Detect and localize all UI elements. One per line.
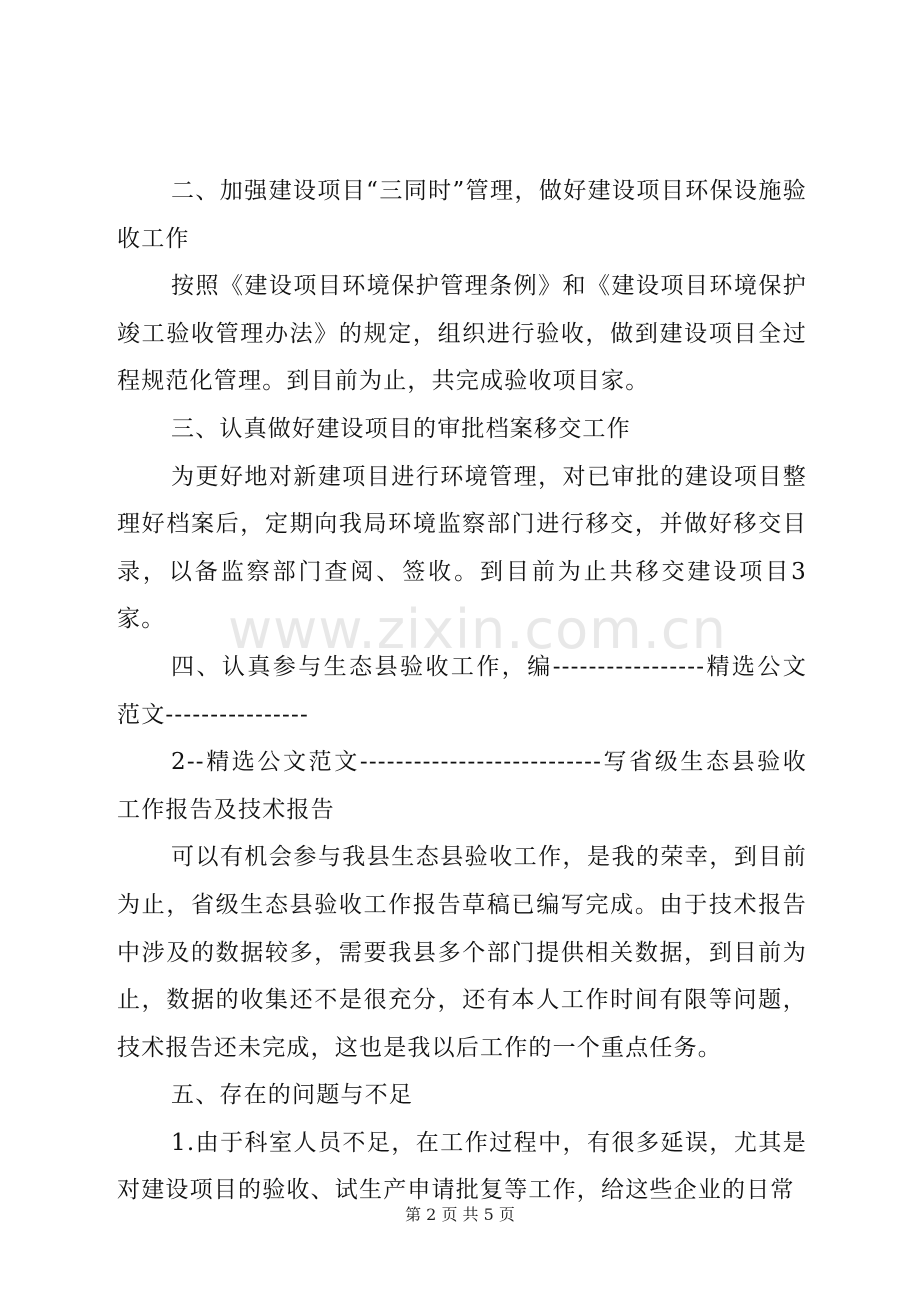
document-body (117, 168, 807, 1215)
paragraph-issue-1: 1.由于科室人员不足，在工作过程中，有很多延误，尤其是对建设项目的验收、试生产申请批复等工作，给这些企业的日常 (117, 1129, 807, 1204)
paragraph-heading-3: 三、认真做好建设项目的审批档案移交工作 (171, 415, 631, 442)
paragraph-archive-transfer: 为更好地对新建项目进行环境管理，对已审批的建设项目整理好档案后，定期向我局环境监察部门进行移交，并做好移交目录，以备监察部门查阅、签收。到目前为止共移交建设项目3家。 (117, 463, 807, 633)
page-number-footer: 第 2 页 共 5 页 (405, 1205, 515, 1224)
paragraph-heading-4: 四、认真参与生态县验收工作，编-----------------精选公文范文---------------- (117, 653, 807, 728)
watermark: www.zixin.com.cn (228, 598, 727, 661)
paragraph-heading-4-continued: 2--精选公文范文---------------------------写省级生态县验收工作报告及技术报告 (117, 749, 807, 823)
paragraph-heading-5: 五、存在的问题与不足 (171, 1082, 413, 1109)
paragraph-acceptance: 按照《建设项目环境保护管理条例》和《建设项目环境保护竣工验收管理办法》的规定，组织进行验收，做到建设项目全过程规范化管理。到目前为止，共完成验收项目家。 (117, 273, 807, 395)
paragraph-heading-2: 二、加强建设项目“三同时”管理，做好建设项目环保设施验收工作 (117, 178, 807, 252)
paragraph-eco-county-report: 可以有机会参与我县生态县验收工作，是我的荣幸，到目前为止，省级生态县验收工作报告草稿已编写完成。由于技术报告中涉及的数据较多，需要我县多个部门提供相关数据，到目前为止，数据的收集还不是很充分，还有本人工作时间有限等问题，技术报告还未完成，这也是我以后工作的一个重点任务。 (117, 844, 807, 1061)
